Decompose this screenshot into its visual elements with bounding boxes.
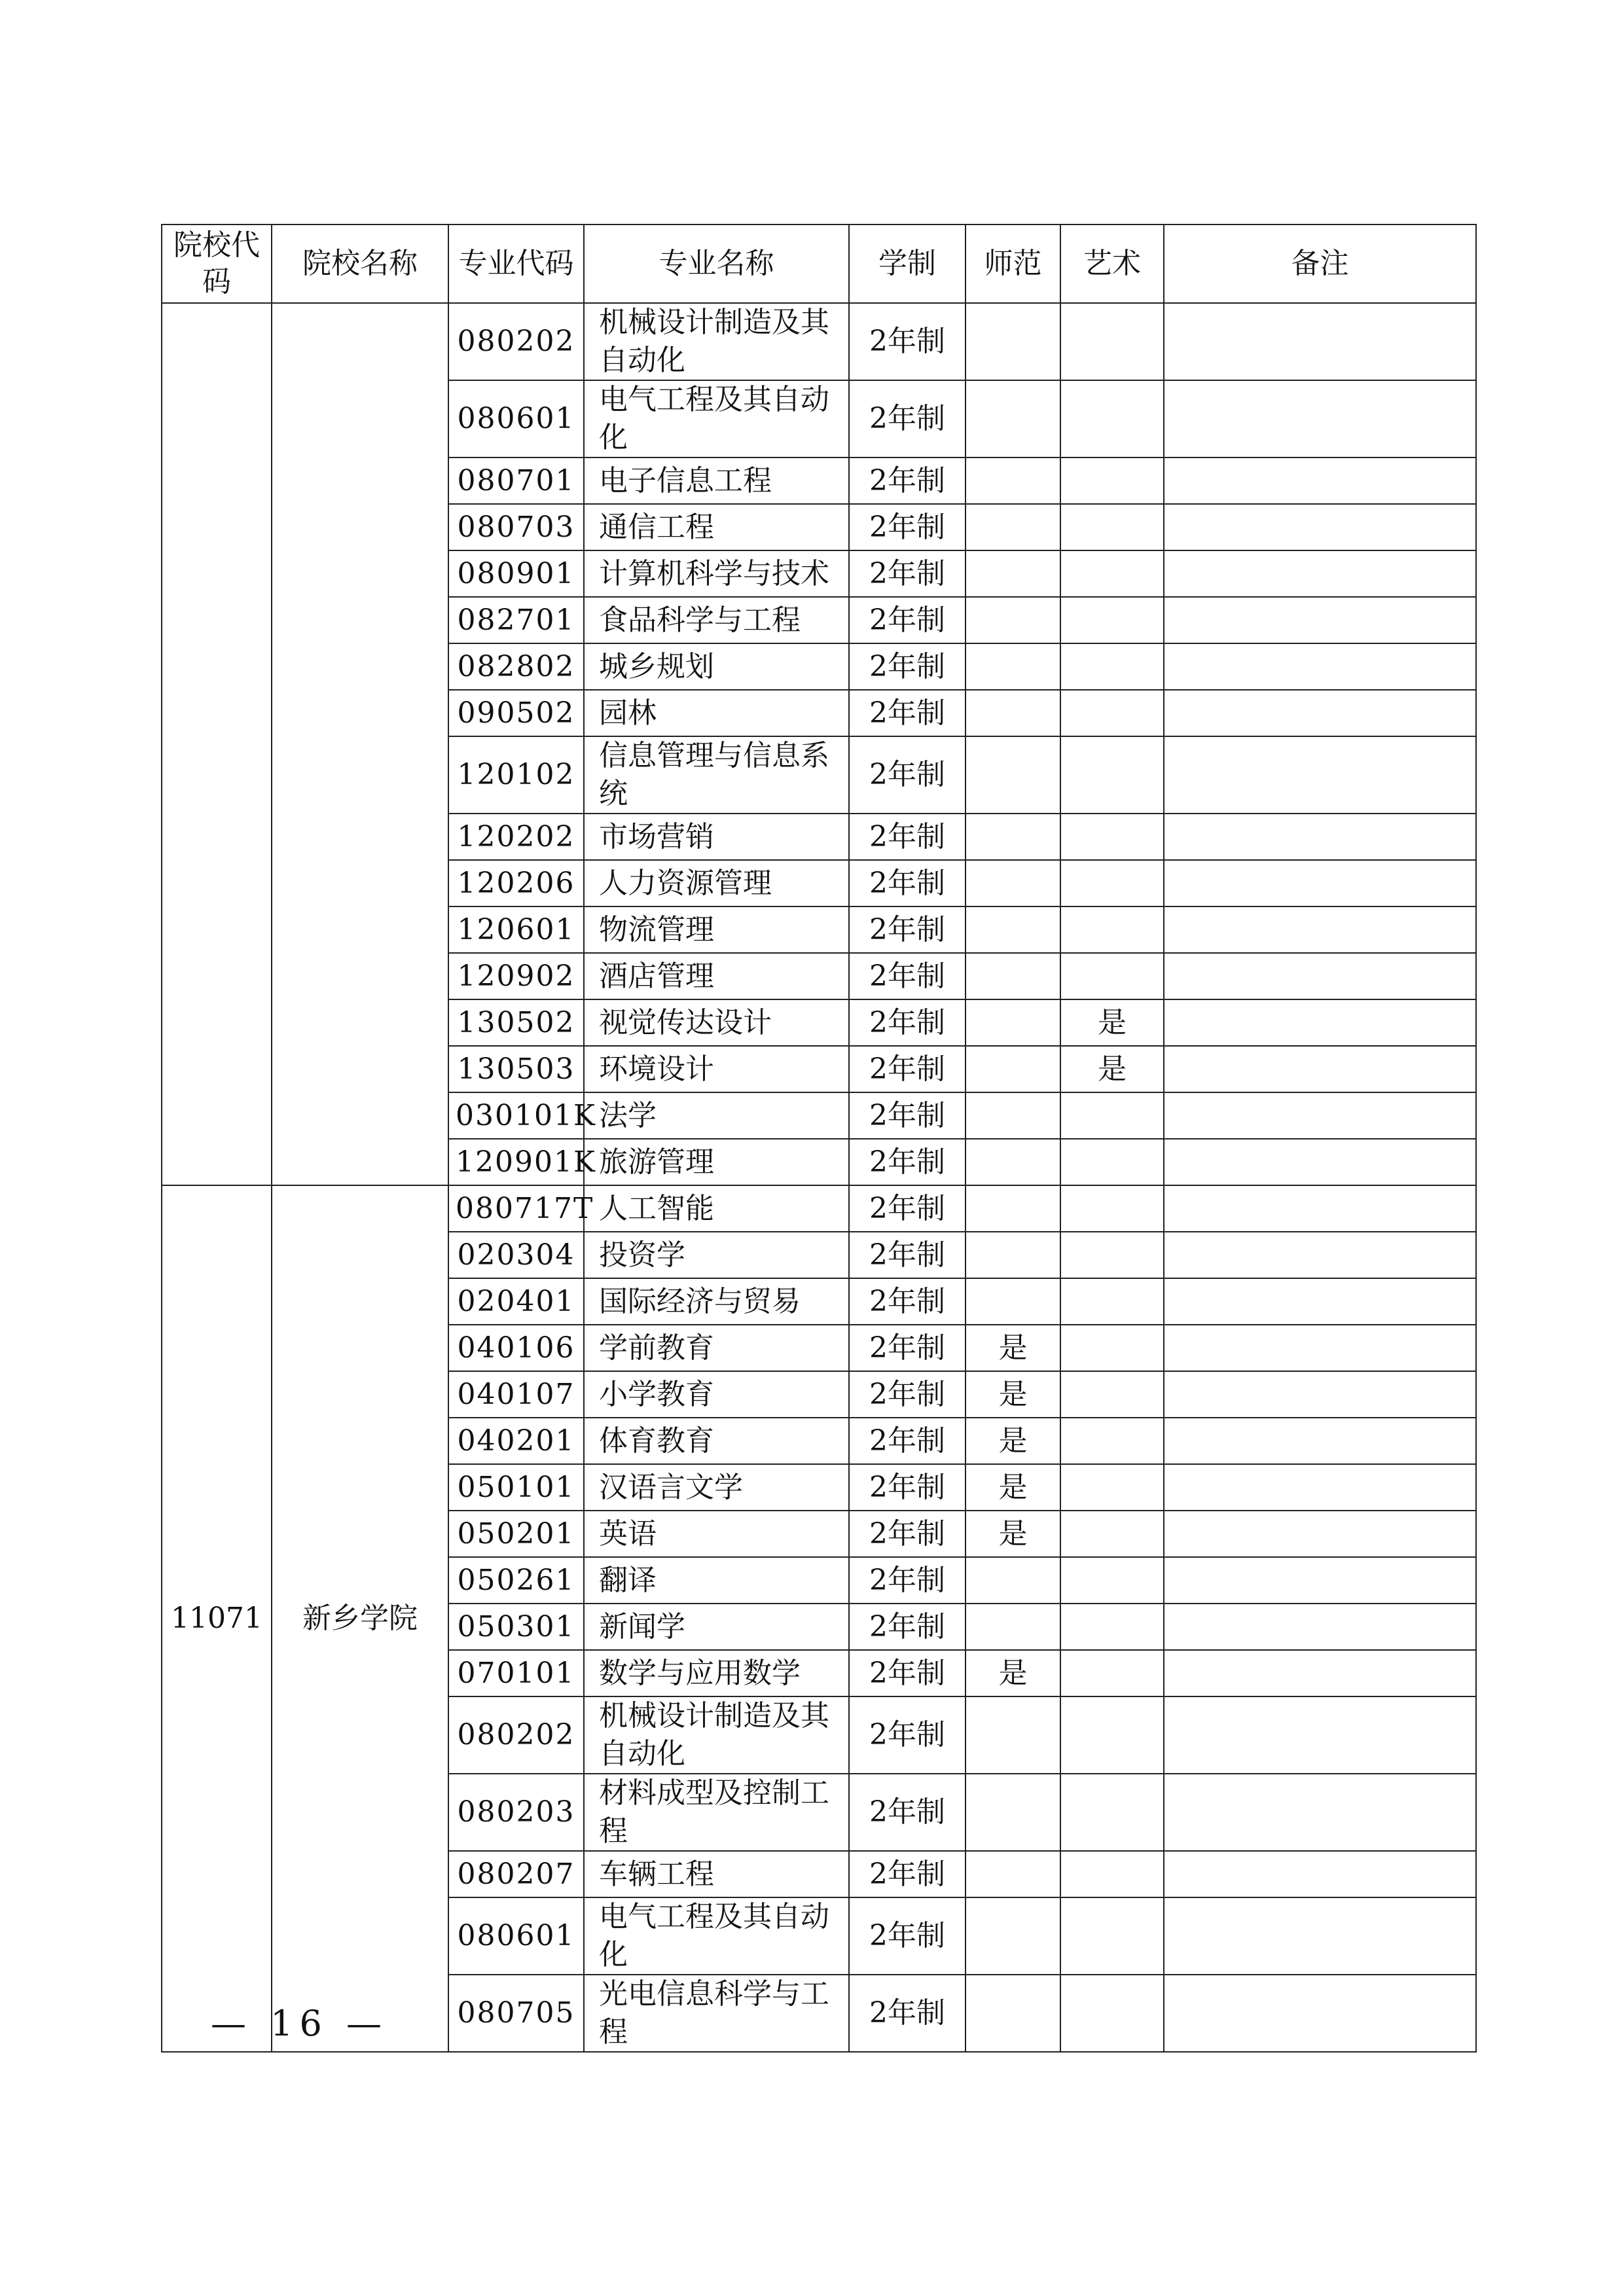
teacher-training-cell	[965, 1774, 1060, 1851]
major-code-cell: 050261	[448, 1557, 584, 1604]
major-code-cell: 040106	[448, 1325, 584, 1371]
major-code-cell: 120102	[448, 736, 584, 814]
major-name-cell: 翻译	[584, 1557, 849, 1604]
major-code-cell: 090502	[448, 690, 584, 736]
duration-cell: 2年制	[849, 814, 965, 860]
duration-cell: 2年制	[849, 550, 965, 597]
major-name-cell: 投资学	[584, 1232, 849, 1278]
major-name-cell: 园林	[584, 690, 849, 736]
duration-cell: 2年制	[849, 906, 965, 953]
duration-cell: 2年制	[849, 1604, 965, 1650]
major-code-cell: 080705	[448, 1975, 584, 2052]
teacher-training-cell	[965, 999, 1060, 1046]
teacher-training-cell	[965, 597, 1060, 643]
duration-cell: 2年制	[849, 1139, 965, 1185]
remarks-cell	[1164, 1418, 1476, 1464]
major-name-cell: 学前教育	[584, 1325, 849, 1371]
teacher-training-cell: 是	[965, 1371, 1060, 1418]
art-cell	[1060, 597, 1164, 643]
teacher-training-cell	[965, 736, 1060, 814]
header-school-name: 院校名称	[272, 224, 448, 303]
art-cell	[1060, 906, 1164, 953]
duration-cell: 2年制	[849, 1232, 965, 1278]
duration-cell: 2年制	[849, 999, 965, 1046]
teacher-training-cell	[965, 1975, 1060, 2052]
art-cell	[1060, 504, 1164, 550]
remarks-cell	[1164, 1278, 1476, 1325]
duration-cell: 2年制	[849, 303, 965, 380]
remarks-cell	[1164, 1696, 1476, 1774]
major-code-cell: 080717T	[448, 1185, 584, 1232]
teacher-training-cell	[965, 690, 1060, 736]
remarks-cell	[1164, 999, 1476, 1046]
major-name-cell: 电子信息工程	[584, 457, 849, 504]
art-cell	[1060, 953, 1164, 999]
art-cell	[1060, 860, 1164, 906]
major-code-cell: 080601	[448, 380, 584, 457]
major-code-cell: 080901	[448, 550, 584, 597]
teacher-training-cell	[965, 1232, 1060, 1278]
major-code-cell: 080203	[448, 1774, 584, 1851]
art-cell: 是	[1060, 1046, 1164, 1092]
art-cell	[1060, 1185, 1164, 1232]
header-duration: 学制	[849, 224, 965, 303]
duration-cell: 2年制	[849, 597, 965, 643]
major-code-cell: 080207	[448, 1851, 584, 1897]
teacher-training-cell: 是	[965, 1325, 1060, 1371]
remarks-cell	[1164, 953, 1476, 999]
major-name-cell: 市场营销	[584, 814, 849, 860]
teacher-training-cell	[965, 504, 1060, 550]
remarks-cell	[1164, 906, 1476, 953]
teacher-training-cell	[965, 1278, 1060, 1325]
header-major-name: 专业名称	[584, 224, 849, 303]
major-name-cell: 城乡规划	[584, 643, 849, 690]
remarks-cell	[1164, 1897, 1476, 1975]
remarks-cell	[1164, 814, 1476, 860]
duration-cell: 2年制	[849, 1418, 965, 1464]
remarks-cell	[1164, 504, 1476, 550]
remarks-cell	[1164, 1604, 1476, 1650]
teacher-training-cell: 是	[965, 1418, 1060, 1464]
school-code-cell	[162, 303, 272, 1185]
teacher-training-cell	[965, 1046, 1060, 1092]
remarks-cell	[1164, 457, 1476, 504]
art-cell	[1060, 1557, 1164, 1604]
major-code-cell: 040107	[448, 1371, 584, 1418]
major-code-cell: 130503	[448, 1046, 584, 1092]
major-code-cell: 120601	[448, 906, 584, 953]
duration-cell: 2年制	[849, 1897, 965, 1975]
major-name-cell: 机械设计制造及其自动化	[584, 303, 849, 380]
teacher-training-cell	[965, 1557, 1060, 1604]
duration-cell: 2年制	[849, 690, 965, 736]
major-name-cell: 电气工程及其自动化	[584, 1897, 849, 1975]
teacher-training-cell	[965, 1604, 1060, 1650]
major-code-cell: 050101	[448, 1464, 584, 1511]
remarks-cell	[1164, 1975, 1476, 2052]
duration-cell: 2年制	[849, 1371, 965, 1418]
remarks-cell	[1164, 1232, 1476, 1278]
major-code-cell: 080202	[448, 1696, 584, 1774]
major-code-cell: 080202	[448, 303, 584, 380]
duration-cell: 2年制	[849, 1278, 965, 1325]
duration-cell: 2年制	[849, 1774, 965, 1851]
teacher-training-cell	[965, 1897, 1060, 1975]
remarks-cell	[1164, 1371, 1476, 1418]
duration-cell: 2年制	[849, 1851, 965, 1897]
art-cell	[1060, 1418, 1164, 1464]
remarks-cell	[1164, 1139, 1476, 1185]
remarks-cell	[1164, 1650, 1476, 1696]
remarks-cell	[1164, 1185, 1476, 1232]
teacher-training-cell	[965, 953, 1060, 999]
remarks-cell	[1164, 1557, 1476, 1604]
major-code-cell: 050201	[448, 1511, 584, 1557]
teacher-training-cell	[965, 860, 1060, 906]
major-code-cell: 050301	[448, 1604, 584, 1650]
header-row	[162, 224, 1476, 303]
major-code-cell: 120901K	[448, 1139, 584, 1185]
teacher-training-cell	[965, 380, 1060, 457]
major-code-cell: 040201	[448, 1418, 584, 1464]
art-cell	[1060, 1092, 1164, 1139]
duration-cell: 2年制	[849, 457, 965, 504]
major-name-cell: 人力资源管理	[584, 860, 849, 906]
teacher-training-cell	[965, 1851, 1060, 1897]
major-name-cell: 视觉传达设计	[584, 999, 849, 1046]
school-name-cell: 新乡学院	[272, 1185, 448, 2052]
major-code-cell: 130502	[448, 999, 584, 1046]
header-art: 艺术	[1060, 224, 1164, 303]
major-name-cell: 英语	[584, 1511, 849, 1557]
major-name-cell: 酒店管理	[584, 953, 849, 999]
art-cell	[1060, 1696, 1164, 1774]
teacher-training-cell	[965, 1185, 1060, 1232]
duration-cell: 2年制	[849, 1696, 965, 1774]
duration-cell: 2年制	[849, 1557, 965, 1604]
remarks-cell	[1164, 1046, 1476, 1092]
art-cell	[1060, 457, 1164, 504]
art-cell	[1060, 550, 1164, 597]
duration-cell: 2年制	[849, 736, 965, 814]
duration-cell: 2年制	[849, 1975, 965, 2052]
major-code-cell: 080703	[448, 504, 584, 550]
teacher-training-cell	[965, 1092, 1060, 1139]
major-code-cell: 120206	[448, 860, 584, 906]
art-cell	[1060, 303, 1164, 380]
art-cell	[1060, 814, 1164, 860]
major-code-cell: 080701	[448, 457, 584, 504]
major-code-cell: 120902	[448, 953, 584, 999]
remarks-cell	[1164, 643, 1476, 690]
school-name-cell	[272, 303, 448, 1185]
art-cell	[1060, 1975, 1164, 2052]
art-cell	[1060, 643, 1164, 690]
major-name-cell: 国际经济与贸易	[584, 1278, 849, 1325]
major-code-cell: 020304	[448, 1232, 584, 1278]
remarks-cell	[1164, 1464, 1476, 1511]
majors-table	[161, 224, 1477, 2053]
table-body	[162, 303, 1476, 2052]
art-cell	[1060, 1371, 1164, 1418]
teacher-training-cell	[965, 303, 1060, 380]
art-cell: 是	[1060, 999, 1164, 1046]
remarks-cell	[1164, 690, 1476, 736]
duration-cell: 2年制	[849, 1464, 965, 1511]
remarks-cell	[1164, 303, 1476, 380]
teacher-training-cell: 是	[965, 1650, 1060, 1696]
art-cell	[1060, 1851, 1164, 1897]
art-cell	[1060, 1232, 1164, 1278]
header-teacher-training: 师范	[965, 224, 1060, 303]
duration-cell: 2年制	[849, 953, 965, 999]
remarks-cell	[1164, 1851, 1476, 1897]
major-name-cell: 车辆工程	[584, 1851, 849, 1897]
art-cell	[1060, 1774, 1164, 1851]
header-major-code: 专业代码	[448, 224, 584, 303]
major-name-cell: 食品科学与工程	[584, 597, 849, 643]
major-name-cell: 体育教育	[584, 1418, 849, 1464]
teacher-training-cell	[965, 814, 1060, 860]
major-code-cell: 120202	[448, 814, 584, 860]
teacher-training-cell	[965, 1696, 1060, 1774]
duration-cell: 2年制	[849, 860, 965, 906]
remarks-cell	[1164, 1774, 1476, 1851]
header-school-code: 院校代码	[162, 224, 272, 303]
major-name-cell: 小学教育	[584, 1371, 849, 1418]
art-cell	[1060, 1511, 1164, 1557]
duration-cell: 2年制	[849, 1650, 965, 1696]
duration-cell: 2年制	[849, 1092, 965, 1139]
teacher-training-cell	[965, 1139, 1060, 1185]
major-name-cell: 电气工程及其自动化	[584, 380, 849, 457]
remarks-cell	[1164, 1511, 1476, 1557]
art-cell	[1060, 736, 1164, 814]
remarks-cell	[1164, 1325, 1476, 1371]
teacher-training-cell	[965, 457, 1060, 504]
duration-cell: 2年制	[849, 643, 965, 690]
art-cell	[1060, 1325, 1164, 1371]
school-code-cell: 11071	[162, 1185, 272, 2052]
teacher-training-cell	[965, 643, 1060, 690]
major-name-cell: 通信工程	[584, 504, 849, 550]
duration-cell: 2年制	[849, 504, 965, 550]
major-code-cell: 082701	[448, 597, 584, 643]
table-row	[162, 1185, 1476, 1232]
teacher-training-cell	[965, 550, 1060, 597]
remarks-cell	[1164, 550, 1476, 597]
major-name-cell: 材料成型及控制工程	[584, 1774, 849, 1851]
remarks-cell	[1164, 597, 1476, 643]
duration-cell: 2年制	[849, 1046, 965, 1092]
art-cell	[1060, 1604, 1164, 1650]
major-code-cell: 030101K	[448, 1092, 584, 1139]
major-code-cell: 070101	[448, 1650, 584, 1696]
art-cell	[1060, 1897, 1164, 1975]
art-cell	[1060, 380, 1164, 457]
remarks-cell	[1164, 736, 1476, 814]
major-name-cell: 光电信息科学与工程	[584, 1975, 849, 2052]
major-code-cell: 080601	[448, 1897, 584, 1975]
major-name-cell: 数学与应用数学	[584, 1650, 849, 1696]
major-code-cell: 082802	[448, 643, 584, 690]
remarks-cell	[1164, 380, 1476, 457]
major-name-cell: 人工智能	[584, 1185, 849, 1232]
remarks-cell	[1164, 860, 1476, 906]
major-name-cell: 环境设计	[584, 1046, 849, 1092]
teacher-training-cell: 是	[965, 1464, 1060, 1511]
major-name-cell: 计算机科学与技术	[584, 550, 849, 597]
duration-cell: 2年制	[849, 1185, 965, 1232]
art-cell	[1060, 690, 1164, 736]
art-cell	[1060, 1278, 1164, 1325]
duration-cell: 2年制	[849, 1511, 965, 1557]
major-name-cell: 信息管理与信息系统	[584, 736, 849, 814]
major-name-cell: 旅游管理	[584, 1139, 849, 1185]
header-remarks: 备注	[1164, 224, 1476, 303]
teacher-training-cell: 是	[965, 1511, 1060, 1557]
major-name-cell: 新闻学	[584, 1604, 849, 1650]
duration-cell: 2年制	[849, 1325, 965, 1371]
major-name-cell: 物流管理	[584, 906, 849, 953]
major-code-cell: 020401	[448, 1278, 584, 1325]
major-name-cell: 汉语言文学	[584, 1464, 849, 1511]
duration-cell: 2年制	[849, 380, 965, 457]
art-cell	[1060, 1139, 1164, 1185]
remarks-cell	[1164, 1092, 1476, 1139]
major-name-cell: 机械设计制造及其自动化	[584, 1696, 849, 1774]
page-number: — 16 —	[211, 2003, 389, 2044]
teacher-training-cell	[965, 906, 1060, 953]
table-row	[162, 303, 1476, 380]
art-cell	[1060, 1464, 1164, 1511]
major-name-cell: 法学	[584, 1092, 849, 1139]
art-cell	[1060, 1650, 1164, 1696]
